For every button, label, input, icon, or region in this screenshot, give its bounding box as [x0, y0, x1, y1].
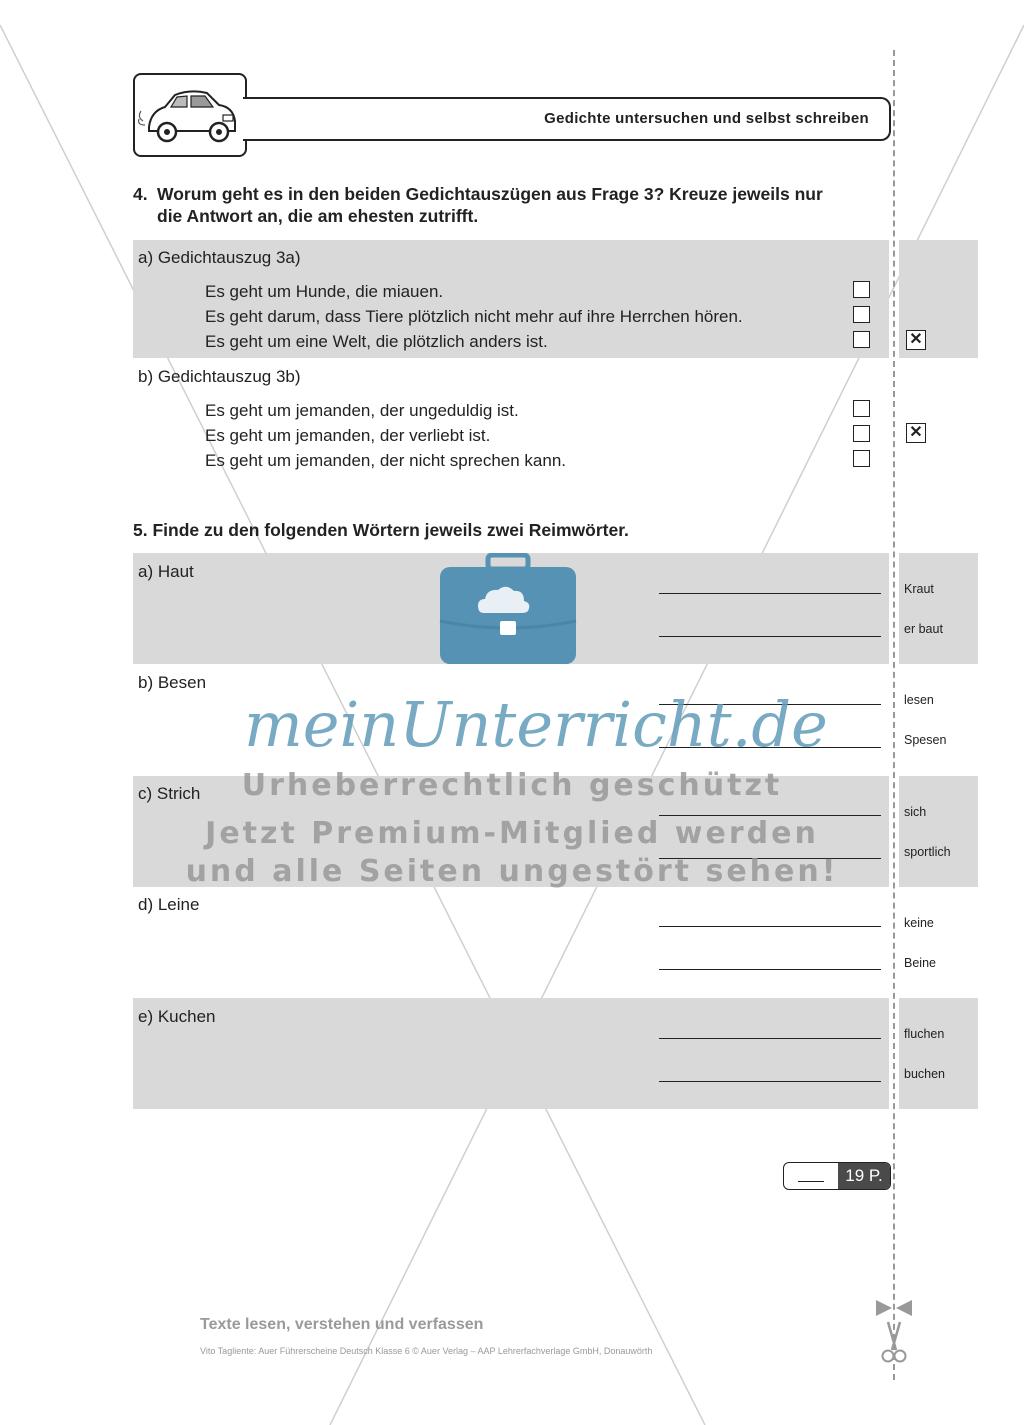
watermark-line-1: Urheberrechtlich geschützt	[241, 768, 783, 803]
question-5-text: 5. Finde zu den folgenden Wörtern jeweils zwei Reimwörter.	[133, 520, 629, 540]
q4b-option-3: Es geht um jemanden, der nicht sprechen kann.	[205, 451, 566, 470]
q5d-answer-line-2[interactable]	[659, 969, 881, 970]
q4b-option-2: Es geht um jemanden, der verliebt ist.	[205, 426, 491, 445]
watermark-line-3: und alle Seiten ungestört sehen!	[185, 854, 839, 889]
q5a-answer-line-2[interactable]	[659, 636, 881, 637]
q5e-background	[133, 998, 889, 1109]
q5d-solution-1: keine	[904, 916, 934, 930]
q5b-label: b) Besen	[138, 673, 207, 692]
q5a-label: a) Haut	[138, 562, 194, 581]
footer-credit: Vito Tagliente: Auer Führerscheine Deutsch Klasse 6 © Auer Verlag – AAP Lehrerfachverlage GmbH, Donauwörth	[200, 1346, 653, 1356]
q5d-solution-2: Beine	[904, 956, 936, 970]
header-title-bar	[243, 97, 891, 141]
cut-line	[893, 50, 895, 1380]
q5e-solution-1: fluchen	[904, 1027, 945, 1041]
q4a-label: a) Gedichtauszug 3a)	[138, 248, 301, 267]
q4a-option-1: Es geht um Hunde, die miauen.	[205, 282, 444, 301]
question-4-number: 4.	[133, 184, 148, 204]
q4b-label: b) Gedichtauszug 3b)	[138, 367, 301, 386]
q5e-answer-line-1[interactable]	[659, 1038, 881, 1039]
q5b-solution-2: Spesen	[904, 733, 947, 747]
question-4-line-1: Worum geht es in den beiden Gedichtauszügen aus Frage 3? Kreuze jeweils nur	[157, 184, 823, 204]
q5c-label: c) Strich	[138, 784, 201, 803]
q4a-checkbox-3[interactable]	[853, 331, 870, 348]
q5c-solution-background	[899, 776, 978, 887]
q5e-solution-background	[899, 998, 978, 1109]
q5b-solution-1: lesen	[904, 693, 934, 707]
score-points: 19 P.	[838, 1163, 890, 1189]
scissors-icon	[874, 1296, 914, 1366]
q4b-solution-checkmark: ✕	[906, 423, 926, 443]
question-4-text	[157, 183, 892, 227]
q5a-answer-line-1[interactable]	[659, 593, 881, 594]
q4a-option-2: Es geht darum, dass Tiere plötzlich nicht mehr auf ihre Herrchen hören.	[205, 307, 743, 326]
score-blank-line[interactable]	[798, 1181, 824, 1182]
q5d-label: d) Leine	[138, 895, 200, 914]
car-icon	[135, 75, 245, 155]
question-4-line-2: die Antwort an, die am ehesten zutrifft.	[157, 206, 479, 226]
q4b-checkbox-3[interactable]	[853, 450, 870, 467]
q4a-checkbox-1[interactable]	[853, 281, 870, 298]
q5d-answer-line-1[interactable]	[659, 926, 881, 927]
page-title: Gedichte untersuchen und selbst schreiben	[544, 110, 869, 127]
q4a-option-3: Es geht um eine Welt, die plötzlich anders ist.	[205, 332, 548, 351]
car-illustration	[133, 73, 247, 157]
watermark-logo-text: meinUnterricht.de	[244, 688, 828, 761]
q5e-answer-line-2[interactable]	[659, 1081, 881, 1082]
q5a-solution-2: er baut	[904, 622, 943, 636]
watermark-line-2: Jetzt Premium-Mitglied werden	[205, 816, 819, 851]
q4a-checkbox-2[interactable]	[853, 306, 870, 323]
q5c-solution-1: sich	[904, 805, 927, 819]
q4b-checkbox-2[interactable]	[853, 425, 870, 442]
q5e-label: e) Kuchen	[138, 1007, 216, 1026]
q4b-checkbox-1[interactable]	[853, 400, 870, 417]
briefcase-icon	[438, 553, 578, 666]
q5c-solution-2: sportlich	[904, 845, 951, 859]
q4b-option-1: Es geht um jemanden, der ungeduldig ist.	[205, 401, 519, 420]
q5a-solution-background	[899, 553, 978, 664]
q5e-solution-2: buchen	[904, 1067, 946, 1081]
footer-title: Texte lesen, verstehen und verfassen	[200, 1316, 484, 1333]
score-box	[783, 1162, 891, 1190]
q4a-solution-checkmark: ✕	[906, 330, 926, 350]
q5a-solution-1: Kraut	[904, 582, 934, 596]
